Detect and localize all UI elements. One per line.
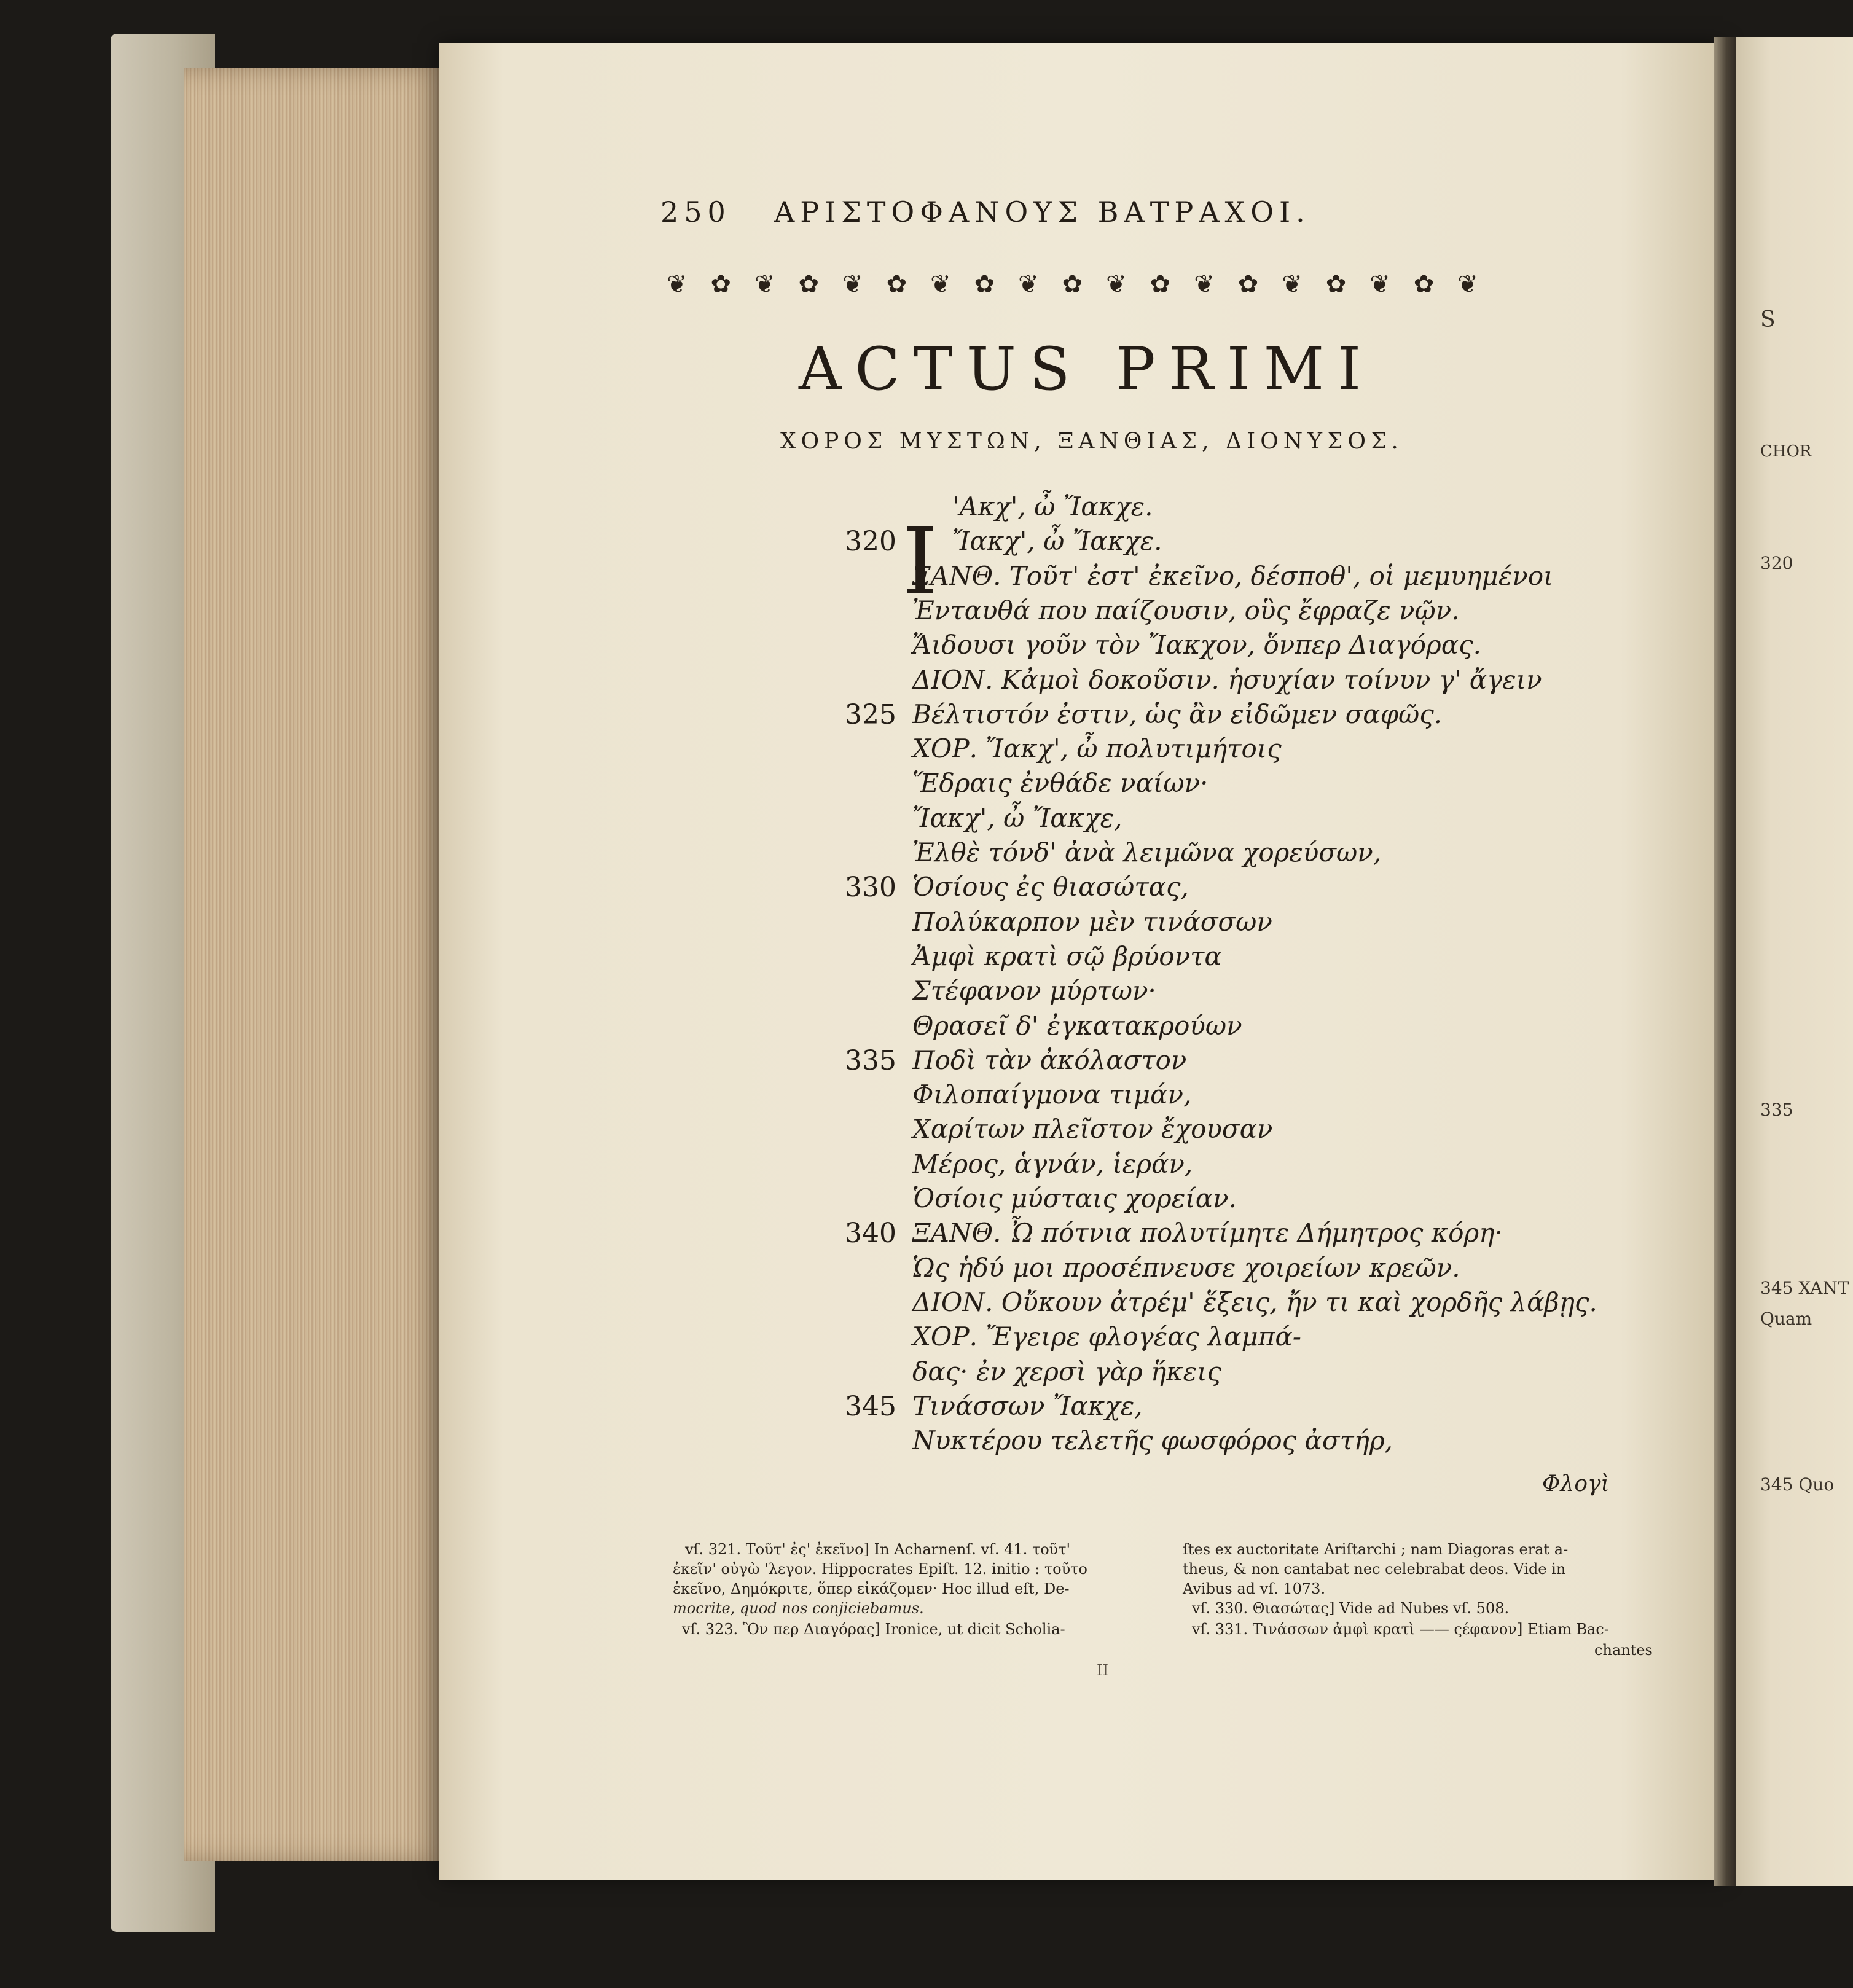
page-edges: [184, 68, 449, 1861]
next-page-frag-2: CHOR: [1760, 442, 1812, 461]
next-page-frag-4: 335: [1760, 1100, 1793, 1120]
footnote-right-line: Avibus ad vſ. 1073.: [1183, 1580, 1326, 1597]
line-number: 335: [845, 1045, 896, 1076]
verse-line: ΔΙΟΝ. Οὔκουν ἀτρέμ' ἕξεις, ἤν τι καὶ χορδῆς λάβῃς.: [912, 1287, 1597, 1317]
page-number: 250: [660, 195, 731, 229]
verse-line: Ἴακχ', ὦ Ἴακχε,: [912, 803, 1122, 833]
drop-cap: I: [902, 509, 939, 616]
act-title: ACTUS PRIMI: [799, 335, 1375, 404]
footnote-right-line: vſ. 330. Θιασώτας] Vide ad Nubes vſ. 508.: [1192, 1600, 1510, 1617]
verse-line: Ὁσίοις μύσταις χορείαν.: [912, 1183, 1237, 1213]
verse-line: Πολύκαρπον μὲν τινάσσων: [912, 907, 1272, 937]
next-page-frag-5: 345 XANT: [1760, 1278, 1849, 1298]
line-number: 330: [845, 872, 896, 903]
verse-line: Ποδὶ τὰν ἀκόλαστον: [912, 1045, 1187, 1075]
verse-line: Ὡς ἡδύ μοι προσέπνευσε χοιρείων κρεῶν.: [912, 1253, 1460, 1283]
verse-line: Ἐνταυθά που παίζουσιν, οὓς ἔφραζε νῷν.: [912, 595, 1460, 625]
verse-line: Ἐλθὲ τόνδ' ἀνὰ λειμῶνα χορεύσων,: [912, 837, 1382, 867]
verse-line: ΔΙΟΝ. Κἀμοὶ δοκοῦσιν. ἡσυχίαν τοίνυν γ' ἄγειν: [912, 665, 1542, 695]
catchword: Φλογὶ: [1542, 1471, 1610, 1497]
book-gutter: [1714, 37, 1739, 1886]
line-number: 320: [845, 526, 896, 557]
verse-line: 'Ακχ', ὦ Ἴακχε.: [952, 491, 1153, 522]
verse-line: Ἀμφὶ κρατὶ σῷ βρύοντα: [912, 941, 1222, 971]
ornament-rule: [667, 270, 1637, 299]
footnote-left-line: ἐκεῖνο, Δημόκριτε, ὅπερ εἰκάζομεν· Hoc illud eſt, De-: [673, 1580, 1070, 1597]
signature-mark: II: [1097, 1662, 1108, 1679]
verse-line: ΧΟΡ. Ἴακχ', ὦ πολυτιμήτοις: [912, 734, 1282, 764]
next-page-fragment: [1736, 37, 1853, 1886]
verse-line: ΞΑΝΘ. Ὦ πότνια πολυτίμητε Δήμητρος κόρη·: [912, 1218, 1503, 1248]
verse-line: Τινάσσων Ἴακχε,: [912, 1391, 1143, 1421]
verse-line: Ὁσίους ἐς θιασώτας,: [912, 872, 1189, 902]
line-number: 340: [845, 1218, 896, 1249]
footnote-right-line: vſ. 331. Τινάσσων ἀμφὶ κρατὶ —— ςέφανον] Etiam Bac-: [1192, 1621, 1609, 1638]
verse-line: Στέφανον μύρτων·: [912, 976, 1156, 1006]
next-page-frag-6: Quam: [1760, 1309, 1812, 1329]
verse-line: Ἄιδουσι γοῦν τὸν Ἴακχον, ὅνπερ Διαγόρας.: [912, 630, 1481, 660]
verse-line: Χαρίτων πλεῖστον ἔχουσαν: [912, 1114, 1273, 1144]
dramatis-personae: ΧΟΡΟΣ ΜΥΣΤΩΝ, ΞΑΝΘΙΑΣ, ΔΙΟΝΥΣΟΣ.: [780, 429, 1403, 454]
verse-line: Νυκτέρου τελετῆς φωσφόρος ἀστήρ,: [912, 1425, 1393, 1455]
next-page-frag-1: S: [1760, 307, 1776, 332]
footnote-right-line: chantes: [1594, 1642, 1653, 1659]
footnote-right-line: ſtes ex auctoritate Ariſtarchi ; nam Diagoras erat a-: [1183, 1541, 1569, 1558]
footnote-left-line: ἐκεῖν' οὐγὼ 'λεγον. Hippocrates Epiſt. 12. initio : τοῦτο: [673, 1560, 1087, 1578]
verse-line: ΧΟΡ. Ἔγειρε φλογέας λαμπά-: [912, 1321, 1301, 1352]
ornament-glyphs: ❦✿❦✿❦✿❦✿❦✿❦✿❦✿❦✿❦✿❦: [667, 270, 1502, 299]
line-number: 345: [845, 1391, 896, 1422]
verse-line: Φιλοπαίγμονα τιμάν,: [912, 1079, 1192, 1109]
footnote-right-line: theus, & non cantabat nec celebrabat deos. Vide in: [1183, 1560, 1566, 1578]
footnote-left-line: vſ. 321. Τοῦτ' ἐς' ἐκεῖνο] In Acharnenſ. vſ. 41. τοῦτ': [685, 1541, 1071, 1558]
verse-line: Θρασεῖ δ' ἐγκατακρούων: [912, 1011, 1242, 1041]
verse-line: Ἕδραις ἐνθάδε ναίων·: [912, 768, 1209, 798]
footnote-left-line: vſ. 323. Ὃν περ Διαγόρας] Ironice, ut dicit Scholia-: [682, 1621, 1065, 1638]
verse-line: δας· ἐν χερσὶ γὰρ ἥκεις: [912, 1356, 1222, 1387]
verse-line: Ἴακχ', ὦ Ἴακχε.: [952, 526, 1162, 556]
line-number: 325: [845, 699, 896, 730]
verse-line: ΞΑΝΘ. Τοῦτ' ἐστ' ἐκεῖνο, δέσποθ', οἱ μεμυημένοι: [912, 561, 1554, 591]
next-page-frag-7: 345 Quo: [1760, 1474, 1835, 1495]
next-page-frag-3: 320: [1760, 553, 1793, 573]
running-title: ΑΡΙΣΤΟΦΑΝΟΥΣ ΒΑΤΡΑΧΟΙ.: [774, 195, 1310, 229]
verse-line: Βέλτιστόν ἐστιν, ὡς ἂν εἰδῶμεν σαφῶς.: [912, 699, 1443, 729]
footnote-left-line: mocrite, quod nos conjiciebamus.: [673, 1600, 924, 1617]
verse-line: Μέρος, ἁγνάν, ἱεράν,: [912, 1149, 1193, 1179]
